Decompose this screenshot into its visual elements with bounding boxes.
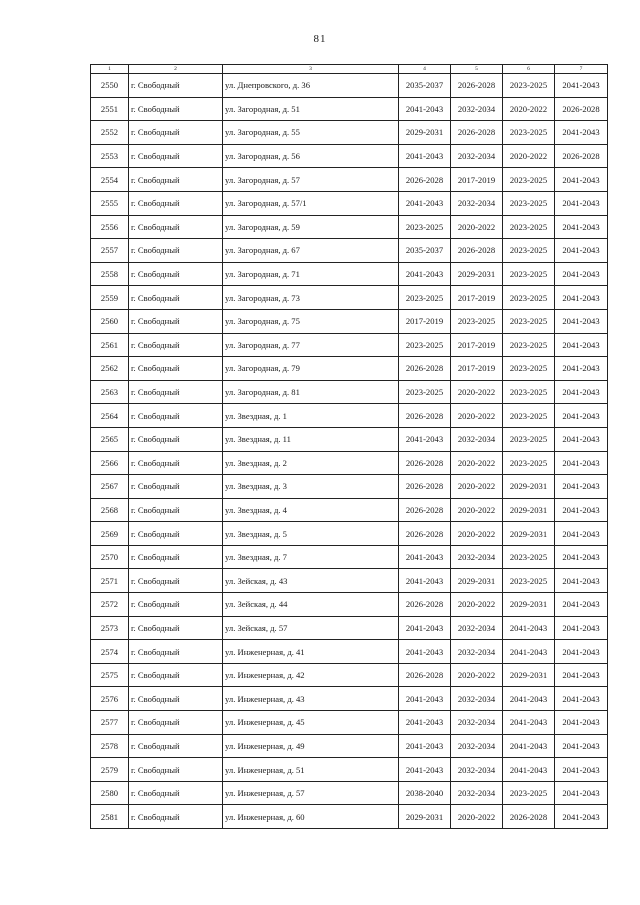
table-row [91,191,608,215]
row-number: 2554 [91,168,129,192]
period-cell: 2029-2031 [503,498,555,522]
period-cell: 2023-2025 [399,380,451,404]
period-cell: 2026-2028 [399,663,451,687]
period-cell: 2023-2025 [399,215,451,239]
period-cell: 2032-2034 [451,711,503,735]
address-cell: ул. Звездная, д. 3 [223,475,399,499]
table-body [91,74,608,829]
row-number: 2579 [91,758,129,782]
period-cell: 2020-2022 [451,805,503,829]
period-cell: 2023-2025 [503,168,555,192]
period-cell: 2023-2025 [503,569,555,593]
address-cell: ул. Днепровского, д. 36 [223,74,399,98]
period-cell: 2029-2031 [399,121,451,145]
address-cell: ул. Зейская, д. 44 [223,593,399,617]
period-cell: 2041-2043 [555,734,608,758]
city-cell: г. Свободный [129,805,223,829]
city-cell: г. Свободный [129,475,223,499]
address-cell: ул. Загородная, д. 57/1 [223,191,399,215]
table-row [91,357,608,381]
column-header-2: 2 [129,65,223,74]
period-cell: 2026-2028 [399,522,451,546]
row-number: 2569 [91,522,129,546]
city-cell: г. Свободный [129,97,223,121]
period-cell: 2020-2022 [503,144,555,168]
city-cell: г. Свободный [129,616,223,640]
period-cell: 2023-2025 [503,191,555,215]
period-cell: 2020-2022 [451,475,503,499]
period-cell: 2041-2043 [555,380,608,404]
period-cell: 2017-2019 [451,357,503,381]
row-number: 2575 [91,663,129,687]
period-cell: 2041-2043 [555,781,608,805]
period-cell: 2041-2043 [555,262,608,286]
table-row [91,593,608,617]
period-cell: 2041-2043 [555,427,608,451]
address-cell: ул. Загородная, д. 73 [223,286,399,310]
city-cell: г. Свободный [129,640,223,664]
period-cell: 2041-2043 [399,262,451,286]
city-cell: г. Свободный [129,74,223,98]
address-cell: ул. Загородная, д. 81 [223,380,399,404]
table-row [91,781,608,805]
registry-table [90,64,608,829]
address-cell: ул. Звездная, д. 4 [223,498,399,522]
period-cell: 2041-2043 [399,687,451,711]
period-cell: 2023-2025 [503,333,555,357]
period-cell: 2041-2043 [555,498,608,522]
period-cell: 2029-2031 [503,593,555,617]
period-cell: 2041-2043 [399,640,451,664]
period-cell: 2041-2043 [555,616,608,640]
period-cell: 2023-2025 [503,215,555,239]
city-cell: г. Свободный [129,734,223,758]
table-row [91,262,608,286]
row-number: 2572 [91,593,129,617]
period-cell: 2032-2034 [451,758,503,782]
period-cell: 2041-2043 [399,144,451,168]
period-cell: 2026-2028 [503,805,555,829]
column-header-1: 1 [91,65,129,74]
table-row [91,333,608,357]
period-cell: 2041-2043 [555,545,608,569]
period-cell: 2032-2034 [451,144,503,168]
row-number: 2564 [91,404,129,428]
table-row [91,451,608,475]
period-cell: 2029-2031 [503,522,555,546]
period-cell: 2032-2034 [451,97,503,121]
period-cell: 2023-2025 [503,286,555,310]
period-cell: 2041-2043 [399,758,451,782]
city-cell: г. Свободный [129,545,223,569]
period-cell: 2023-2025 [503,121,555,145]
table-row [91,97,608,121]
address-cell: ул. Звездная, д. 7 [223,545,399,569]
period-cell: 2041-2043 [555,593,608,617]
city-cell: г. Свободный [129,286,223,310]
period-cell: 2041-2043 [399,191,451,215]
address-cell: ул. Звездная, д. 2 [223,451,399,475]
city-cell: г. Свободный [129,451,223,475]
table-row [91,74,608,98]
period-cell: 2023-2025 [503,545,555,569]
period-cell: 2023-2025 [503,404,555,428]
period-cell: 2032-2034 [451,545,503,569]
address-cell: ул. Загородная, д. 59 [223,215,399,239]
table-row [91,640,608,664]
address-cell: ул. Загородная, д. 67 [223,239,399,263]
period-cell: 2032-2034 [451,616,503,640]
period-cell: 2029-2031 [503,475,555,499]
period-cell: 2041-2043 [399,545,451,569]
period-cell: 2032-2034 [451,191,503,215]
period-cell: 2020-2022 [451,404,503,428]
address-cell: ул. Звездная, д. 11 [223,427,399,451]
table-row [91,380,608,404]
period-cell: 2023-2025 [503,309,555,333]
address-cell: ул. Инженерная, д. 43 [223,687,399,711]
period-cell: 2023-2025 [503,427,555,451]
period-cell: 2017-2019 [451,168,503,192]
period-cell: 2041-2043 [555,451,608,475]
city-cell: г. Свободный [129,191,223,215]
row-number: 2556 [91,215,129,239]
row-number: 2568 [91,498,129,522]
table-row [91,545,608,569]
period-cell: 2026-2028 [451,74,503,98]
city-cell: г. Свободный [129,239,223,263]
period-cell: 2029-2031 [451,262,503,286]
city-cell: г. Свободный [129,357,223,381]
period-cell: 2041-2043 [503,616,555,640]
period-cell: 2023-2025 [503,781,555,805]
address-cell: ул. Инженерная, д. 41 [223,640,399,664]
page-number: 81 [313,33,327,45]
row-number: 2581 [91,805,129,829]
row-number: 2571 [91,569,129,593]
address-cell: ул. Инженерная, д. 51 [223,758,399,782]
table-row [91,404,608,428]
table-row [91,758,608,782]
row-number: 2562 [91,357,129,381]
period-cell: 2041-2043 [555,475,608,499]
period-cell: 2023-2025 [399,333,451,357]
period-cell: 2035-2037 [399,74,451,98]
period-cell: 2029-2031 [451,569,503,593]
column-header-3: 3 [223,65,399,74]
city-cell: г. Свободный [129,427,223,451]
period-cell: 2041-2043 [399,97,451,121]
city-cell: г. Свободный [129,121,223,145]
row-number: 2574 [91,640,129,664]
address-cell: ул. Инженерная, д. 42 [223,663,399,687]
period-cell: 2023-2025 [451,309,503,333]
table-row [91,427,608,451]
period-cell: 2041-2043 [555,758,608,782]
period-cell: 2020-2022 [451,593,503,617]
period-cell: 2038-2040 [399,781,451,805]
table-row [91,663,608,687]
table-row [91,309,608,333]
period-cell: 2029-2031 [503,663,555,687]
address-cell: ул. Загородная, д. 75 [223,309,399,333]
city-cell: г. Свободный [129,522,223,546]
address-cell: ул. Зейская, д. 43 [223,569,399,593]
period-cell: 2032-2034 [451,734,503,758]
period-cell: 2041-2043 [503,758,555,782]
period-cell: 2026-2028 [399,498,451,522]
period-cell: 2026-2028 [399,451,451,475]
period-cell: 2026-2028 [399,357,451,381]
address-cell: ул. Инженерная, д. 49 [223,734,399,758]
address-cell: ул. Загородная, д. 71 [223,262,399,286]
city-cell: г. Свободный [129,380,223,404]
period-cell: 2041-2043 [555,74,608,98]
row-number: 2561 [91,333,129,357]
row-number: 2560 [91,309,129,333]
city-cell: г. Свободный [129,309,223,333]
row-number: 2557 [91,239,129,263]
period-cell: 2020-2022 [451,522,503,546]
period-cell: 2026-2028 [399,168,451,192]
column-header-4: 4 [399,65,451,74]
city-cell: г. Свободный [129,663,223,687]
row-number: 2555 [91,191,129,215]
row-number: 2570 [91,545,129,569]
city-cell: г. Свободный [129,144,223,168]
period-cell: 2041-2043 [555,687,608,711]
row-number: 2565 [91,427,129,451]
address-cell: ул. Загородная, д. 57 [223,168,399,192]
table-header [91,65,608,74]
city-cell: г. Свободный [129,404,223,428]
city-cell: г. Свободный [129,758,223,782]
period-cell: 2041-2043 [503,734,555,758]
period-cell: 2026-2028 [555,144,608,168]
table-row [91,805,608,829]
period-cell: 2041-2043 [503,640,555,664]
period-cell: 2026-2028 [399,404,451,428]
period-cell: 2026-2028 [451,121,503,145]
period-cell: 2020-2022 [451,380,503,404]
period-cell: 2017-2019 [451,333,503,357]
period-cell: 2041-2043 [399,569,451,593]
period-cell: 2041-2043 [555,191,608,215]
period-cell: 2041-2043 [555,215,608,239]
period-cell: 2020-2022 [451,451,503,475]
city-cell: г. Свободный [129,593,223,617]
row-number: 2563 [91,380,129,404]
period-cell: 2017-2019 [399,309,451,333]
address-cell: ул. Звездная, д. 1 [223,404,399,428]
city-cell: г. Свободный [129,781,223,805]
period-cell: 2032-2034 [451,687,503,711]
period-cell: 2041-2043 [555,404,608,428]
row-number: 2573 [91,616,129,640]
table-row [91,215,608,239]
table-row [91,286,608,310]
period-cell: 2020-2022 [451,663,503,687]
address-cell: ул. Звездная, д. 5 [223,522,399,546]
period-cell: 2026-2028 [399,593,451,617]
period-cell: 2026-2028 [399,475,451,499]
period-cell: 2020-2022 [451,215,503,239]
period-cell: 2041-2043 [399,616,451,640]
period-cell: 2023-2025 [503,262,555,286]
row-number: 2553 [91,144,129,168]
column-header-5: 5 [451,65,503,74]
table-row [91,498,608,522]
city-cell: г. Свободный [129,687,223,711]
table-row [91,687,608,711]
period-cell: 2041-2043 [555,286,608,310]
period-cell: 2017-2019 [451,286,503,310]
table-row [91,239,608,263]
city-cell: г. Свободный [129,168,223,192]
table-row [91,475,608,499]
row-number: 2567 [91,475,129,499]
period-cell: 2023-2025 [503,451,555,475]
city-cell: г. Свободный [129,711,223,735]
address-cell: ул. Инженерная, д. 60 [223,805,399,829]
period-cell: 2041-2043 [555,569,608,593]
period-cell: 2041-2043 [399,711,451,735]
period-cell: 2041-2043 [503,711,555,735]
city-cell: г. Свободный [129,262,223,286]
row-number: 2578 [91,734,129,758]
period-cell: 2041-2043 [555,640,608,664]
column-header-6: 6 [503,65,555,74]
period-cell: 2035-2037 [399,239,451,263]
period-cell: 2041-2043 [555,168,608,192]
period-cell: 2041-2043 [555,805,608,829]
period-cell: 2041-2043 [555,711,608,735]
period-cell: 2041-2043 [555,309,608,333]
period-cell: 2026-2028 [451,239,503,263]
period-cell: 2020-2022 [451,498,503,522]
address-cell: ул. Инженерная, д. 57 [223,781,399,805]
city-cell: г. Свободный [129,498,223,522]
table-row [91,168,608,192]
period-cell: 2041-2043 [555,357,608,381]
period-cell: 2041-2043 [399,734,451,758]
period-cell: 2041-2043 [555,522,608,546]
period-cell: 2026-2028 [555,97,608,121]
table-row [91,711,608,735]
period-cell: 2041-2043 [503,687,555,711]
table-row [91,569,608,593]
row-number: 2551 [91,97,129,121]
table-row [91,144,608,168]
period-cell: 2041-2043 [555,121,608,145]
city-cell: г. Свободный [129,569,223,593]
address-cell: ул. Загородная, д. 56 [223,144,399,168]
city-cell: г. Свободный [129,215,223,239]
row-number: 2558 [91,262,129,286]
period-cell: 2029-2031 [399,805,451,829]
period-cell: 2041-2043 [399,427,451,451]
table-row [91,616,608,640]
period-cell: 2032-2034 [451,427,503,451]
period-cell: 2020-2022 [503,97,555,121]
column-header-7: 7 [555,65,608,74]
table-row [91,522,608,546]
row-number: 2576 [91,687,129,711]
address-cell: ул. Инженерная, д. 45 [223,711,399,735]
address-cell: ул. Загородная, д. 51 [223,97,399,121]
address-cell: ул. Загородная, д. 55 [223,121,399,145]
period-cell: 2023-2025 [503,357,555,381]
period-cell: 2023-2025 [399,286,451,310]
row-number: 2580 [91,781,129,805]
row-number: 2550 [91,74,129,98]
table-row [91,121,608,145]
header-row [91,65,608,74]
address-cell: ул. Зейская, д. 57 [223,616,399,640]
address-cell: ул. Загородная, д. 79 [223,357,399,381]
row-number: 2577 [91,711,129,735]
city-cell: г. Свободный [129,333,223,357]
period-cell: 2041-2043 [555,239,608,263]
table-row [91,734,608,758]
row-number: 2552 [91,121,129,145]
row-number: 2559 [91,286,129,310]
period-cell: 2041-2043 [555,663,608,687]
period-cell: 2032-2034 [451,781,503,805]
period-cell: 2032-2034 [451,640,503,664]
row-number: 2566 [91,451,129,475]
period-cell: 2023-2025 [503,239,555,263]
period-cell: 2023-2025 [503,74,555,98]
period-cell: 2041-2043 [555,333,608,357]
address-cell: ул. Загородная, д. 77 [223,333,399,357]
period-cell: 2023-2025 [503,380,555,404]
